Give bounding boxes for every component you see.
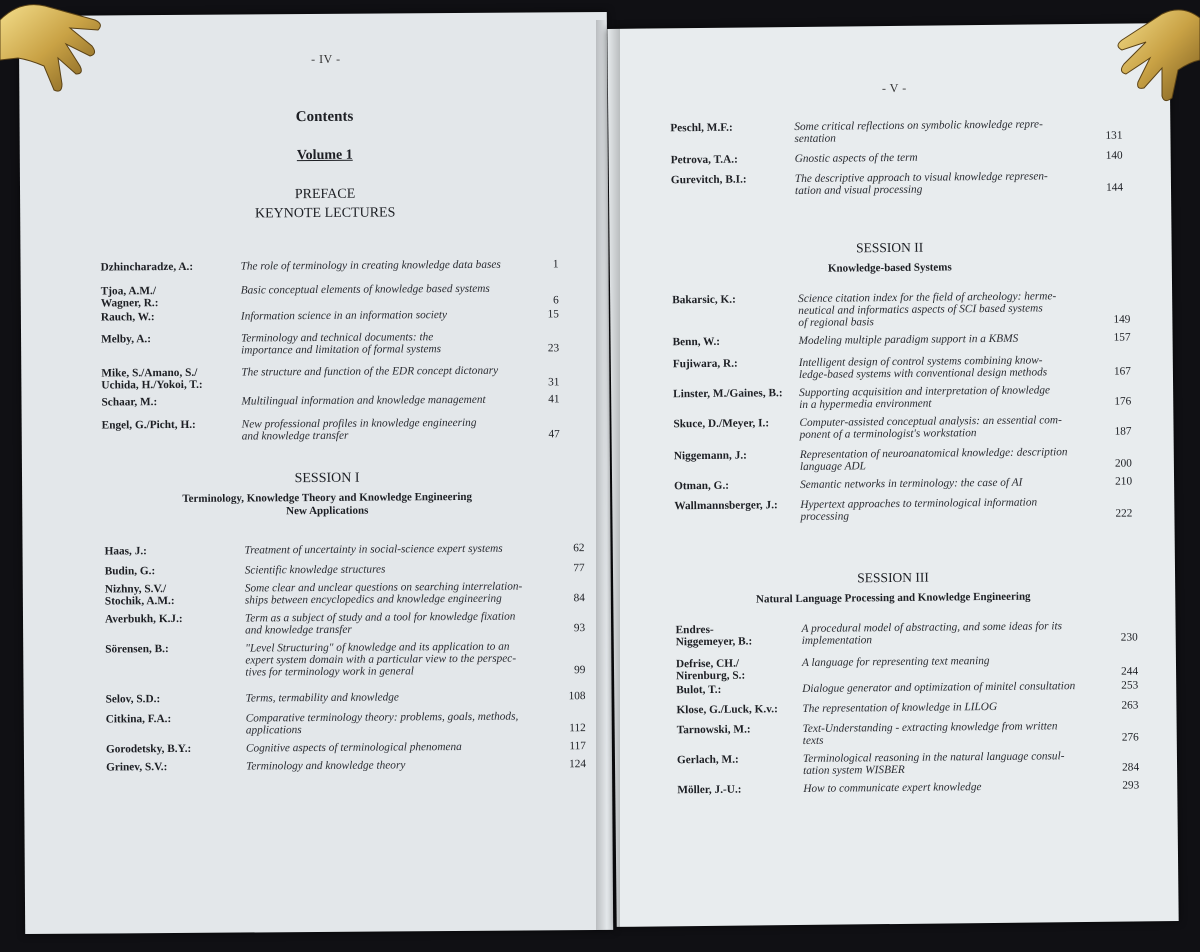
toc-entry bbox=[104, 562, 585, 578]
toc-page-number: 263 bbox=[1121, 699, 1139, 712]
toc-author: Selov, S.D.: bbox=[105, 693, 161, 706]
toc-page-number: 276 bbox=[1121, 731, 1139, 744]
session1-list bbox=[104, 536, 587, 774]
toc-entry bbox=[670, 117, 1130, 146]
session2-list bbox=[672, 289, 1133, 523]
toc-page-number: 84 bbox=[573, 592, 585, 605]
toc-author: Averbukh, K.J.: bbox=[104, 612, 183, 626]
toc-entry bbox=[101, 416, 582, 443]
session1-subtitle: Terminology, Knowledge Theory and Knowledge Engineering bbox=[182, 490, 473, 505]
volume-title: Volume 1 bbox=[296, 147, 353, 164]
toc-author: Citkina, F.A.: bbox=[105, 713, 172, 726]
toc-title: How to communicate expert knowledge bbox=[803, 781, 982, 795]
session1-subtitle-2: New Applications bbox=[286, 504, 369, 518]
toc-page-number: 167 bbox=[1113, 365, 1131, 378]
toc-author: Fujiwara, R.: bbox=[672, 357, 738, 371]
toc-author: Petrova, T.A.: bbox=[670, 153, 738, 167]
contents-title: Contents bbox=[295, 108, 354, 126]
session3-subtitle: Natural Language Processing and Knowledge Engineering bbox=[755, 590, 1031, 606]
keynote-heading: KEYNOTE LECTURES bbox=[254, 205, 396, 222]
toc-page-number: 222 bbox=[1115, 507, 1133, 520]
toc-author: Nizhny, S.V./ Stochik, A.M.: bbox=[104, 583, 175, 608]
toc-author: Bulot, T.: bbox=[676, 683, 722, 697]
toc-author: Dzhincharadze, A.: bbox=[100, 260, 194, 274]
brass-hand-right-icon bbox=[1110, 0, 1200, 110]
toc-title: Intelligent design of control systems combining know- ledge-based systems with conventional design methods bbox=[798, 354, 1048, 381]
toc-entry bbox=[673, 445, 1134, 473]
toc-title: Treatment of uncertainty in social-science expert systems bbox=[244, 542, 503, 557]
toc-title: Information science in an information society bbox=[240, 309, 448, 323]
toc-title: Scientific knowledge structures bbox=[244, 563, 386, 577]
toc-entry bbox=[676, 719, 1139, 747]
toc-author: Niggemann, J.: bbox=[673, 449, 747, 463]
toc-author: Tarnowski, M.: bbox=[676, 723, 751, 737]
toc-author: Engel, G./Picht, H.: bbox=[101, 418, 196, 432]
toc-entry bbox=[674, 495, 1134, 523]
toc-author: Haas, J.: bbox=[104, 545, 147, 558]
toc-title: Term as a subject of study and a tool for knowledge fixation and knowledge transfer bbox=[244, 610, 516, 637]
toc-page-number: 99 bbox=[574, 664, 586, 677]
toc-author: Bakarsic, K.: bbox=[672, 293, 736, 307]
toc-page-number: 157 bbox=[1113, 331, 1131, 344]
toc-page-number: 47 bbox=[548, 428, 560, 441]
toc-entry bbox=[673, 413, 1133, 441]
toc-entry bbox=[677, 779, 1140, 797]
toc-author: Schaar, M.: bbox=[101, 396, 158, 409]
toc-title: Multilingual information and knowledge management bbox=[241, 393, 486, 408]
session2-subtitle: Knowledge-based Systems bbox=[827, 261, 952, 275]
toc-page-number: 244 bbox=[1121, 665, 1139, 678]
toc-entry bbox=[101, 330, 581, 357]
page-number-left: - IV - bbox=[311, 51, 341, 67]
toc-title: Terminology and knowledge theory bbox=[246, 759, 406, 773]
continued-list bbox=[670, 117, 1130, 198]
toc-title: Computer-assisted conceptual analysis: an essential com- ponent of a terminologist's workstation bbox=[799, 414, 1062, 441]
toc-page-number: 1 bbox=[552, 258, 559, 271]
toc-title: Gnostic aspects of the term bbox=[794, 151, 918, 166]
toc-page-number: 187 bbox=[1114, 425, 1132, 438]
toc-author: Gorodetsky, B.Y.: bbox=[105, 742, 192, 756]
brass-hand-left-icon bbox=[0, 0, 110, 100]
toc-page-number: 31 bbox=[548, 376, 560, 389]
toc-entry bbox=[100, 282, 581, 310]
toc-entry bbox=[675, 653, 1139, 683]
toc-title: Basic conceptual elements of knowledge based systems bbox=[240, 282, 490, 297]
toc-title: Text-Understanding - extracting knowledge from written texts bbox=[802, 720, 1058, 747]
preface-heading: PREFACE bbox=[294, 186, 356, 203]
toc-author: Benn, W.: bbox=[672, 335, 721, 349]
toc-title: Modeling multiple paradigm support in a KBMS bbox=[798, 332, 1019, 347]
session1-title: SESSION I bbox=[294, 470, 360, 487]
toc-entry bbox=[104, 580, 585, 608]
toc-page-number: 200 bbox=[1114, 457, 1132, 470]
toc-entry bbox=[101, 393, 581, 409]
toc-page-number: 210 bbox=[1115, 475, 1133, 488]
toc-page-number: 131 bbox=[1105, 129, 1123, 142]
toc-author: Mike, S./Amano, S./ Uchida, H./Yokoi, T.: bbox=[101, 366, 203, 392]
toc-page-number: 144 bbox=[1105, 181, 1124, 194]
toc-entry bbox=[105, 740, 586, 756]
toc-page-number: 112 bbox=[569, 722, 586, 735]
toc-page-number: 230 bbox=[1120, 631, 1138, 644]
toc-author: Gurevitch, B.I.: bbox=[670, 173, 747, 187]
toc-author: Möller, J.-U.: bbox=[677, 783, 742, 797]
page-number-right: - V - bbox=[881, 80, 907, 96]
toc-title: The representation of knowledge in LILOG bbox=[802, 700, 998, 715]
toc-page-number: 149 bbox=[1113, 313, 1131, 326]
session3-title: SESSION III bbox=[857, 569, 929, 586]
session3-list bbox=[675, 619, 1140, 797]
toc-page-number: 140 bbox=[1105, 149, 1123, 162]
toc-title: Some clear and unclear questions on searching interrelation- ships between encyclopedics and knowledge engineering bbox=[244, 580, 523, 607]
toc-entry bbox=[100, 258, 581, 274]
toc-title: Dialogue generator and optimization of minitel consultation bbox=[802, 680, 1076, 695]
toc-entry bbox=[672, 289, 1132, 329]
toc-entry bbox=[105, 690, 586, 706]
toc-title: Hypertext approaches to terminological information processing bbox=[800, 496, 1038, 523]
toc-entry bbox=[104, 542, 585, 558]
toc-title: "Level Structuring" of knowledge and its application to an expert system domain with a particular view to the perspec- tives for terminology work in general bbox=[245, 640, 517, 679]
toc-title: Semantic networks in terminology: the case of AI bbox=[800, 476, 1023, 491]
toc-title: Terms, termability and knowledge bbox=[245, 691, 399, 705]
toc-title: Terminology and technical documents: the importance and limitation of formal systems bbox=[241, 331, 442, 357]
toc-author: Klose, G./Luck, K.v.: bbox=[676, 703, 778, 717]
toc-author: Skuce, D./Meyer, I.: bbox=[673, 417, 770, 431]
toc-title: Terminological reasoning in the natural language consul- tation system WISBER bbox=[802, 750, 1065, 777]
toc-title: The descriptive approach to visual knowledge represen- tation and visual processing bbox=[794, 170, 1048, 198]
toc-page-number: 284 bbox=[1122, 761, 1140, 774]
toc-entry bbox=[674, 475, 1134, 493]
toc-entry bbox=[676, 749, 1140, 777]
toc-title: Supporting acquisition and interpretation of knowledge in a hypermedia environment bbox=[799, 384, 1051, 411]
toc-page-number: 176 bbox=[1114, 395, 1132, 408]
toc-author: Sörensen, B.: bbox=[105, 643, 169, 656]
toc-page-number: 108 bbox=[568, 690, 586, 703]
toc-author: Endres- Niggemeyer, B.: bbox=[675, 623, 753, 649]
toc-author: Defrise, CH./ Nirenburg, S.: bbox=[675, 657, 746, 683]
toc-entry bbox=[101, 364, 581, 392]
toc-entry bbox=[676, 699, 1139, 717]
toc-title: Cognitive aspects of terminological phenomena bbox=[245, 740, 462, 755]
toc-entry bbox=[106, 758, 587, 774]
toc-page-number: 6 bbox=[553, 294, 559, 307]
toc-author: Melby, A.: bbox=[101, 333, 152, 346]
toc-author: Peschl, M.F.: bbox=[670, 121, 733, 135]
toc-title: New professional profiles in knowledge engineering and knowledge transfer bbox=[241, 416, 477, 443]
left-page bbox=[19, 12, 613, 934]
toc-page-number: 23 bbox=[547, 342, 560, 355]
toc-page-number: 62 bbox=[573, 542, 585, 555]
session2-title: SESSION II bbox=[855, 239, 924, 256]
toc-author: Grinev, S.V.: bbox=[106, 761, 168, 774]
toc-author: Rauch, W.: bbox=[100, 311, 155, 324]
toc-entry bbox=[672, 331, 1133, 349]
toc-entry bbox=[670, 169, 1131, 198]
toc-title: The structure and function of the EDR concept dictonary bbox=[241, 364, 499, 379]
toc-author: Linster, M./Gaines, B.: bbox=[673, 387, 783, 401]
toc-entry bbox=[675, 619, 1138, 649]
toc-page-number: 253 bbox=[1121, 679, 1139, 692]
toc-author: Budin, G.: bbox=[104, 565, 156, 578]
toc-author: Otman, G.: bbox=[674, 479, 730, 493]
toc-author: Gerlach, M.: bbox=[676, 753, 739, 767]
toc-entry bbox=[105, 640, 586, 679]
toc-page-number: 77 bbox=[573, 562, 585, 575]
toc-page-number: 117 bbox=[569, 740, 586, 753]
toc-title: A language for representing text meaning bbox=[801, 655, 990, 669]
toc-title: A procedural model of abstracting, and some ideas for its implementation bbox=[801, 620, 1063, 647]
toc-title: The role of terminology in creating knowledge data bases bbox=[240, 258, 501, 273]
toc-entry bbox=[105, 710, 586, 737]
toc-title: Some critical reflections on symbolic knowledge repre- sentation bbox=[794, 118, 1043, 146]
toc-title: Comparative terminology theory: problems, goals, methods, applications bbox=[245, 710, 519, 737]
toc-title: Representation of neuroanatomical knowledge: description language ADL bbox=[799, 446, 1068, 473]
toc-page-number: 15 bbox=[547, 308, 559, 321]
toc-entry bbox=[104, 610, 586, 637]
toc-title: Science citation index for the field of archeology: herme- neutical and informatics aspects of SCI based systems of regional basis bbox=[798, 290, 1057, 329]
toc-page-number: 124 bbox=[569, 758, 587, 771]
toc-page-number: 93 bbox=[573, 622, 586, 635]
toc-page-number: 293 bbox=[1122, 779, 1140, 792]
toc-entry bbox=[670, 149, 1131, 167]
toc-author: Wallmannsberger, J.: bbox=[674, 499, 778, 513]
toc-entry bbox=[672, 353, 1133, 381]
keynote-list bbox=[100, 248, 580, 443]
toc-author: Tjoa, A.M./ Wagner, R.: bbox=[100, 285, 159, 310]
right-page bbox=[607, 23, 1178, 927]
toc-page-number: 41 bbox=[548, 393, 560, 406]
toc-entry bbox=[673, 383, 1133, 411]
